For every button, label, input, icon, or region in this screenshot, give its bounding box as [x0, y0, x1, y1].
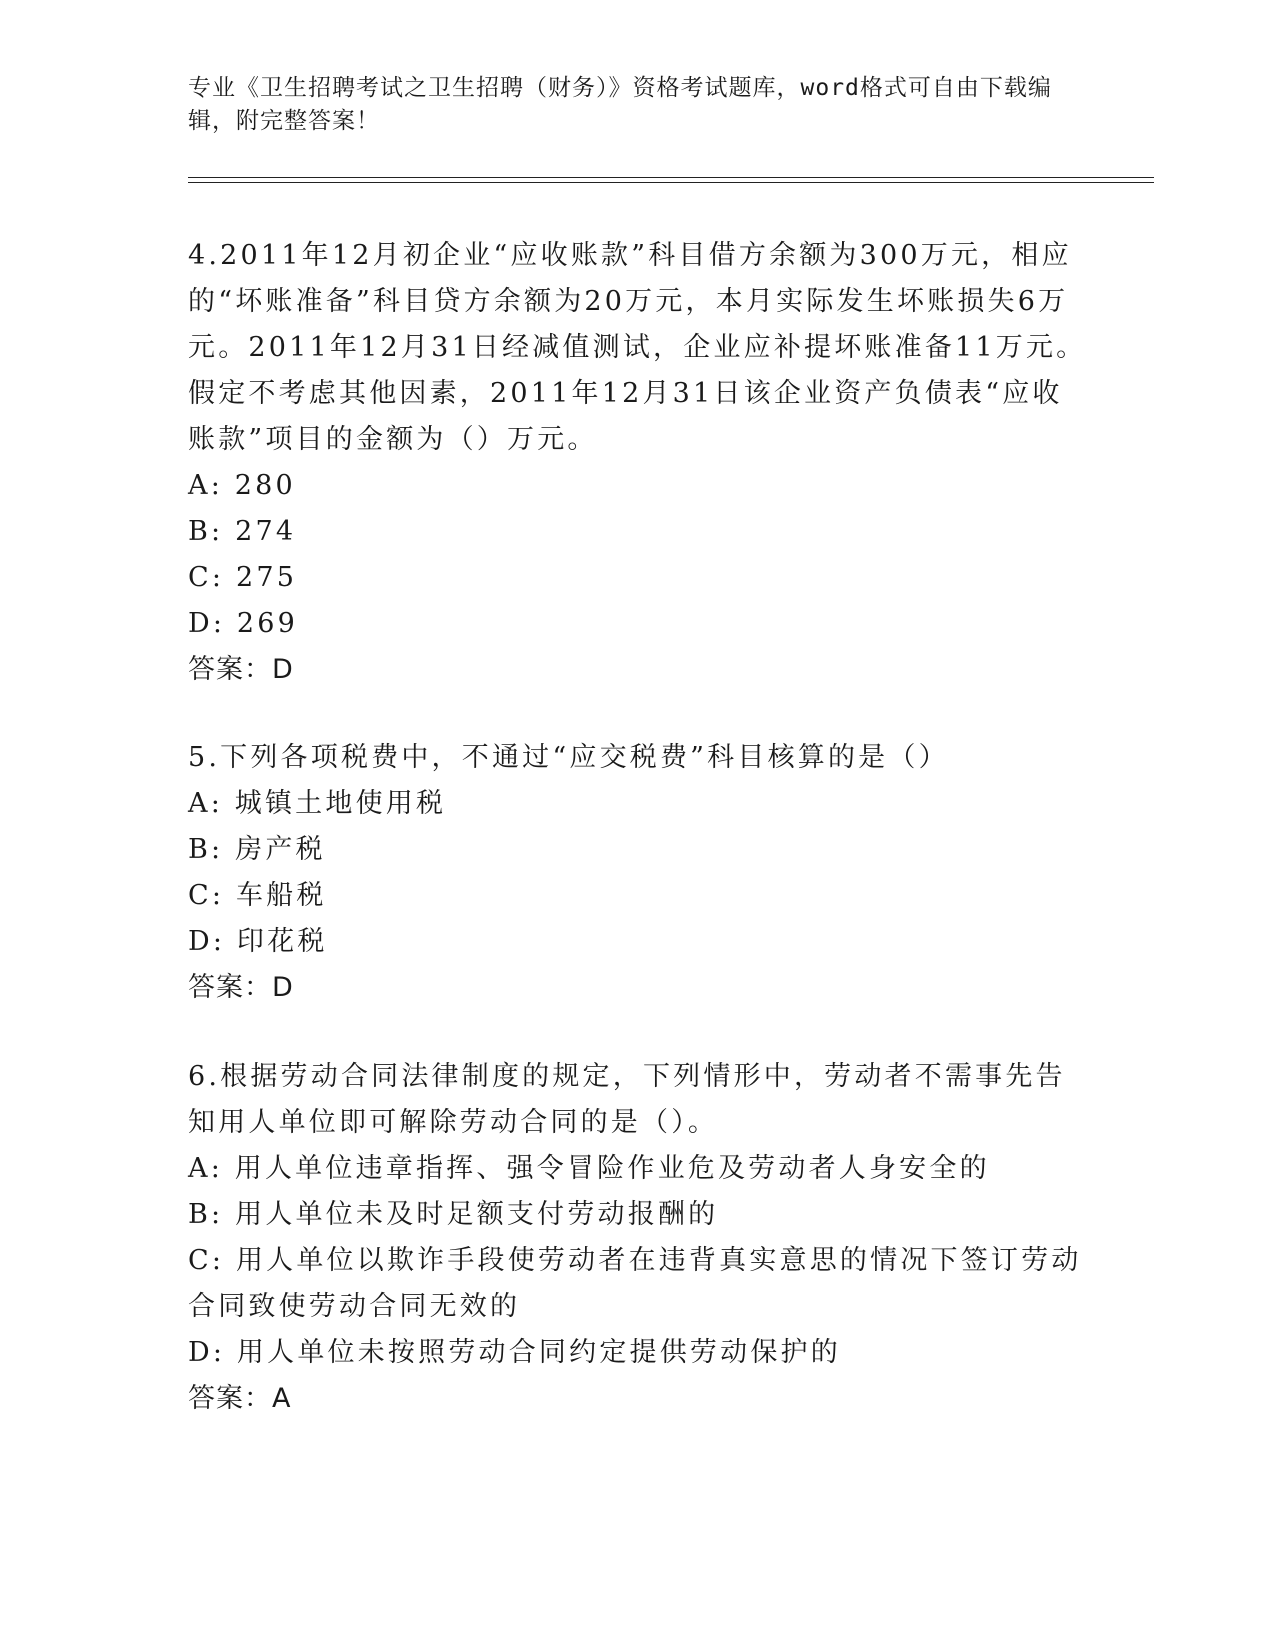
document-header: 专业《卫生招聘考试之卫生招聘（财务）》资格考试题库，word格式可自由下载编辑，附完整答案！ [188, 75, 1052, 134]
question-5 [188, 735, 1088, 1011]
option-d: D: 用人单位未按照劳动合同约定提供劳动保护的 [188, 1337, 841, 1368]
option-a: A: 用人单位违章指挥、强令冒险作业危及劳动者人身安全的 [188, 1153, 990, 1184]
question-stem: 5.下列各项税费中，不通过“应交税费”科目核算的是（） [188, 742, 949, 773]
option-a: A: 280 [188, 470, 296, 501]
question-6 [188, 1054, 1088, 1422]
answer: 答案：D [188, 972, 294, 1003]
option-c: C: 275 [188, 562, 298, 593]
option-c: C: 用人单位以欺诈手段使劳动者在违背真实意思的情况下签订劳动合同致使劳动合同无效的 [188, 1245, 1082, 1322]
option-a: A: 城镇土地使用税 [188, 788, 447, 819]
answer: 答案：A [188, 1383, 292, 1414]
option-c: C: 车船税 [188, 880, 327, 911]
question-stem: 6.根据劳动合同法律制度的规定，下列情形中，劳动者不需事先告知用人单位即可解除劳动合同的是（）。 [188, 1061, 1066, 1138]
option-b: B: 用人单位未及时足额支付劳动报酬的 [188, 1199, 719, 1230]
option-d: D: 269 [188, 608, 299, 639]
option-b: B: 274 [188, 516, 297, 547]
question-stem: 4.2011年12月初企业“应收账款”科目借方余额为300万元，相应的“坏账准备”科目贷方余额为20万元，本月实际发生坏账损失6万元。2011年12月31日经减值测试，企业应补提坏账准备11万元。假定不考虑其他因素，2011年12月31日该企业资产负债表“应收账款”项目的金额为（）万元。 [188, 240, 1087, 455]
answer: 答案：D [188, 654, 294, 685]
question-4 [188, 233, 1088, 693]
option-b: B: 房产税 [188, 834, 326, 865]
option-d: D: 印花税 [188, 926, 328, 957]
header-rule-top [188, 177, 1154, 178]
header-rule-bottom [188, 182, 1154, 183]
